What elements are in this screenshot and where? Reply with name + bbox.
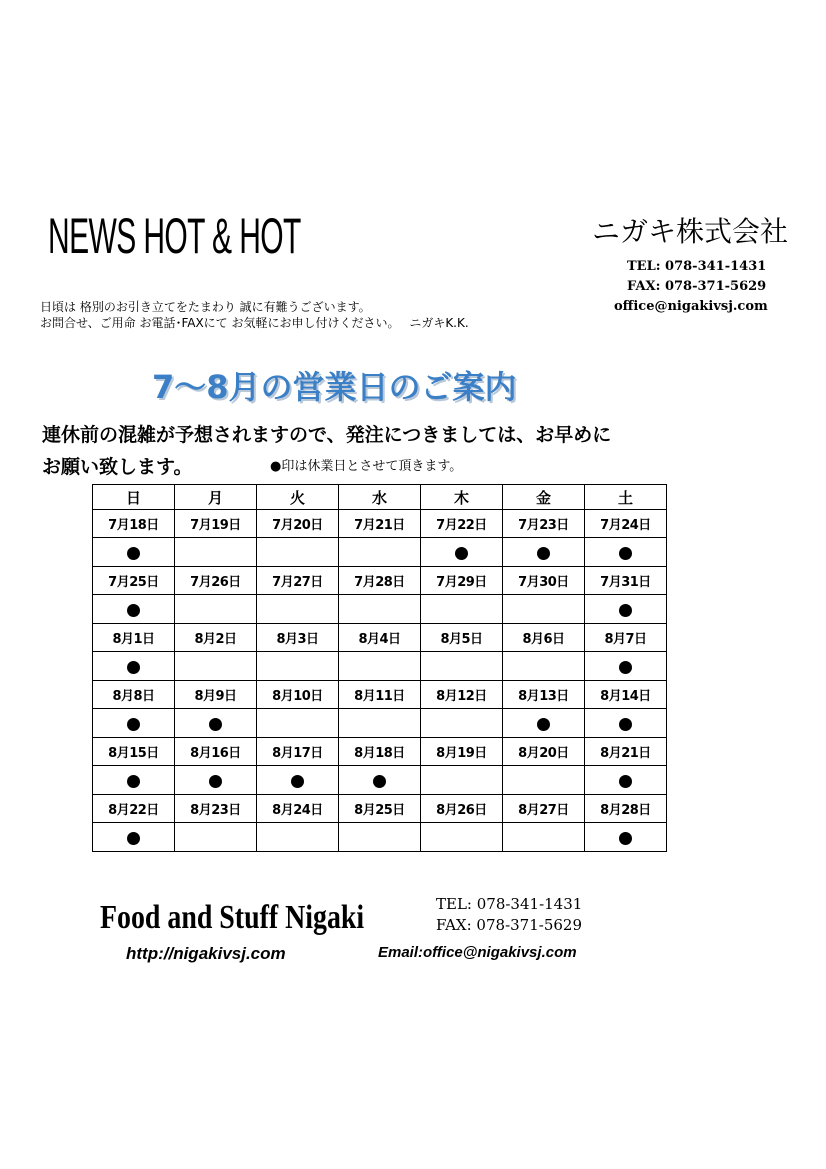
date-cell: 8月26日 <box>421 795 503 823</box>
date-cell: 8月23日 <box>175 795 257 823</box>
closed-mark-cell <box>421 766 503 795</box>
footer-tel: TEL: 078-341-1431 <box>436 895 583 913</box>
closed-dot-icon <box>619 604 632 617</box>
date-cell: 7月18日 <box>93 510 175 538</box>
newsletter-title: NEWS HOT & HOT <box>48 208 301 264</box>
header-fax: FAX: 078-371-5629 <box>627 279 767 294</box>
greeting <box>40 299 469 331</box>
date-cell: 8月3日 <box>257 624 339 652</box>
date-cell: 7月21日 <box>339 510 421 538</box>
notice-line-2: お願い致します。 <box>42 456 193 478</box>
closed-mark-cell <box>175 709 257 738</box>
closed-dot-icon <box>619 832 632 845</box>
date-cell: 8月1日 <box>93 624 175 652</box>
closed-mark-cell <box>93 538 175 567</box>
closed-dot-icon <box>291 775 304 788</box>
closed-mark-cell <box>585 652 667 681</box>
closed-mark-cell <box>503 595 585 624</box>
closed-mark-cell <box>175 766 257 795</box>
date-cell: 8月22日 <box>93 795 175 823</box>
greeting-line-1: 日頃は 格別のお引き立てをたまわり 誠に有難うございます。 <box>40 300 371 314</box>
closed-mark-row <box>93 766 667 795</box>
closed-mark-cell <box>339 823 421 852</box>
closed-mark-cell <box>93 595 175 624</box>
date-cell: 8月28日 <box>585 795 667 823</box>
closed-mark-cell <box>503 538 585 567</box>
closed-mark-cell <box>257 652 339 681</box>
closed-mark-row <box>93 595 667 624</box>
date-cell: 8月25日 <box>339 795 421 823</box>
closed-mark-cell <box>93 652 175 681</box>
business-calendar <box>92 484 667 852</box>
date-cell: 7月23日 <box>503 510 585 538</box>
closed-mark-cell <box>339 652 421 681</box>
date-cell: 8月20日 <box>503 738 585 766</box>
closed-mark-cell <box>175 823 257 852</box>
date-cell: 7月26日 <box>175 567 257 595</box>
closed-dot-icon <box>619 718 632 731</box>
date-cell: 7月28日 <box>339 567 421 595</box>
date-cell: 8月16日 <box>175 738 257 766</box>
date-cell: 8月9日 <box>175 681 257 709</box>
date-cell: 7月20日 <box>257 510 339 538</box>
header-tel: TEL: 078-341-1431 <box>627 259 767 274</box>
closed-mark-cell <box>257 595 339 624</box>
closed-mark-cell <box>93 766 175 795</box>
closed-mark-cell <box>339 538 421 567</box>
date-cell: 8月17日 <box>257 738 339 766</box>
date-cell: 7月24日 <box>585 510 667 538</box>
closed-mark-cell <box>339 709 421 738</box>
closed-mark-cell <box>93 709 175 738</box>
footer-email[interactable]: Email:office@nigakivsj.com <box>378 944 577 961</box>
date-cell: 8月19日 <box>421 738 503 766</box>
closed-mark-cell <box>503 652 585 681</box>
closed-dot-icon <box>373 775 386 788</box>
date-cell: 8月24日 <box>257 795 339 823</box>
closed-mark-cell <box>339 595 421 624</box>
closed-mark-cell <box>585 709 667 738</box>
date-cell: 8月11日 <box>339 681 421 709</box>
date-cell: 8月21日 <box>585 738 667 766</box>
closed-mark-cell <box>175 595 257 624</box>
date-cell: 8月6日 <box>503 624 585 652</box>
closed-dot-icon <box>209 718 222 731</box>
date-cell: 8月10日 <box>257 681 339 709</box>
weekday-header: 日 <box>93 485 175 510</box>
closed-mark-cell <box>175 538 257 567</box>
weekday-header: 土 <box>585 485 667 510</box>
weekday-header: 木 <box>421 485 503 510</box>
date-cell: 8月4日 <box>339 624 421 652</box>
date-cell: 8月2日 <box>175 624 257 652</box>
company-name: ニガキ株式会社 <box>592 215 789 248</box>
calendar-body <box>93 510 667 852</box>
date-row <box>93 795 667 823</box>
closed-dot-icon <box>127 775 140 788</box>
closed-dot-icon <box>209 775 222 788</box>
date-cell: 7月30日 <box>503 567 585 595</box>
greeting-line-2: お問合せ、ご用命 お電話･FAXにて お気軽にお申し付けください。 ニガキK.K. <box>40 316 469 330</box>
closed-dot-icon <box>537 718 550 731</box>
date-cell: 8月14日 <box>585 681 667 709</box>
closed-dot-icon <box>127 604 140 617</box>
weekday-header: 水 <box>339 485 421 510</box>
date-cell: 8月12日 <box>421 681 503 709</box>
date-row <box>93 738 667 766</box>
date-cell: 8月7日 <box>585 624 667 652</box>
date-row <box>93 567 667 595</box>
closed-mark-row <box>93 538 667 567</box>
date-cell: 8月18日 <box>339 738 421 766</box>
footer-website[interactable]: http://nigakivsj.com <box>126 944 286 963</box>
notice-line-1: 連休前の混雑が予想されますので、発注につきましては、お早めに <box>42 424 612 446</box>
header-email: office@nigakivsj.com <box>614 299 768 314</box>
closed-dot-icon <box>127 661 140 674</box>
closed-mark-cell <box>585 595 667 624</box>
closed-dot-icon <box>619 775 632 788</box>
closed-mark-cell <box>421 595 503 624</box>
closed-mark-cell <box>175 652 257 681</box>
closed-mark-cell <box>421 652 503 681</box>
date-row <box>93 624 667 652</box>
date-cell: 7月19日 <box>175 510 257 538</box>
closed-mark-cell <box>257 823 339 852</box>
closed-dot-icon <box>537 547 550 560</box>
date-row <box>93 681 667 709</box>
closed-mark-cell <box>93 823 175 852</box>
closed-dot-icon <box>127 718 140 731</box>
footer-company-name: Food and Stuff Nigaki <box>100 899 365 936</box>
footer-fax: FAX: 078-371-5629 <box>436 916 583 934</box>
weekday-header-row <box>93 485 667 510</box>
closed-mark-cell <box>503 709 585 738</box>
date-cell: 8月13日 <box>503 681 585 709</box>
closed-dot-icon <box>619 661 632 674</box>
closed-mark-row <box>93 652 667 681</box>
closed-mark-cell <box>421 538 503 567</box>
weekday-header: 金 <box>503 485 585 510</box>
closed-dot-icon <box>455 547 468 560</box>
date-cell: 7月31日 <box>585 567 667 595</box>
date-cell: 8月5日 <box>421 624 503 652</box>
closed-mark-cell <box>257 709 339 738</box>
closed-mark-cell <box>585 538 667 567</box>
date-cell: 7月29日 <box>421 567 503 595</box>
closed-mark-cell <box>421 823 503 852</box>
closed-dot-icon <box>127 547 140 560</box>
date-cell: 7月22日 <box>421 510 503 538</box>
weekday-header: 月 <box>175 485 257 510</box>
closed-mark-cell <box>339 766 421 795</box>
closed-mark-cell <box>585 823 667 852</box>
closed-dot-icon <box>127 832 140 845</box>
closed-mark-cell <box>503 766 585 795</box>
weekday-header: 火 <box>257 485 339 510</box>
closed-mark-cell <box>421 709 503 738</box>
headline: 7～8月の営業日のご案内 <box>152 368 517 406</box>
closed-mark-cell <box>257 538 339 567</box>
closed-dot-icon <box>619 547 632 560</box>
closed-mark-row <box>93 823 667 852</box>
holiday-note: ●印は休業日とさせて頂きます。 <box>270 459 463 474</box>
closed-mark-cell <box>503 823 585 852</box>
date-cell: 8月27日 <box>503 795 585 823</box>
closed-mark-cell <box>585 766 667 795</box>
closed-mark-row <box>93 709 667 738</box>
date-cell: 8月8日 <box>93 681 175 709</box>
date-row <box>93 510 667 538</box>
closed-mark-cell <box>257 766 339 795</box>
date-cell: 8月15日 <box>93 738 175 766</box>
date-cell: 7月25日 <box>93 567 175 595</box>
date-cell: 7月27日 <box>257 567 339 595</box>
